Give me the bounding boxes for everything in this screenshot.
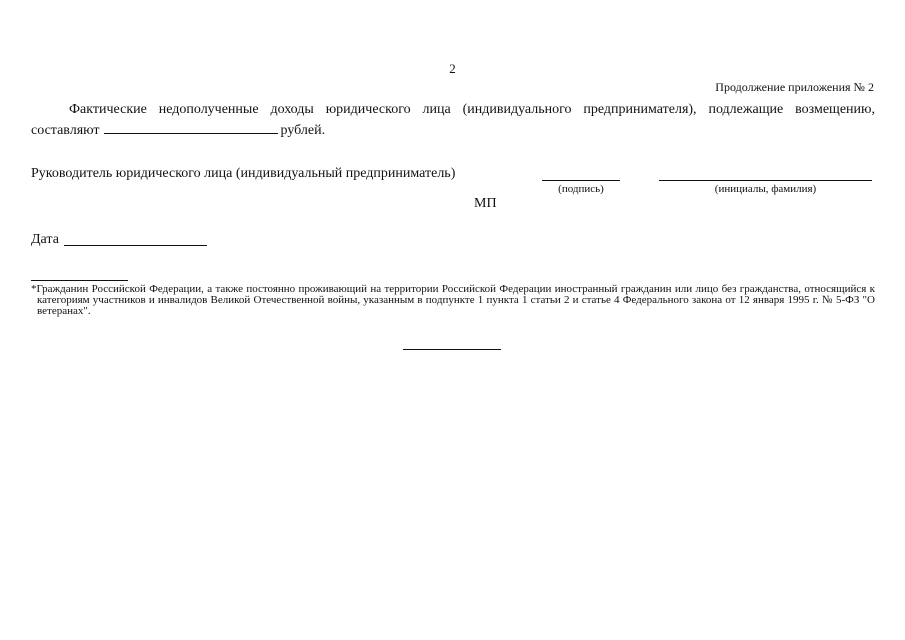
lost-income-paragraph [31, 100, 875, 141]
page-number: 2 [449, 61, 456, 76]
currency-text: рублей. [280, 123, 326, 138]
footnote-separator [31, 280, 128, 281]
initials-surname-caption: (инициалы, фамилия) [714, 183, 817, 195]
amount-blank-field[interactable] [104, 120, 278, 134]
signature-blank-field[interactable] [542, 180, 620, 181]
date-label: Дата [31, 232, 59, 247]
lost-income-text: Фактические недополученные доходы юридического лица (индивидуального предпринимателя), подлежащие возмещению, составляют [31, 102, 875, 138]
footnote-text: *Гражданин Российской Федерации, а также постоянно проживающий на территории Российской Федерации иностранный гражданин или лицо без гражданства, относящийся к категориям участников и инвалидов Великой Отечественной войны, указанным в подпункте 1 пункта 1 статьи 2 и статье 4 Федерального закона от 12 января 1995 г. № 5-ФЗ "О ветеранах". [31, 283, 875, 317]
date-blank-field[interactable] [64, 245, 207, 246]
stamp-place-label: МП [474, 196, 497, 211]
initials-surname-blank-field[interactable] [659, 180, 872, 181]
head-of-entity-label: Руководитель юридического лица (индивидуальный предприниматель) [31, 166, 456, 181]
document-end-rule [403, 349, 501, 350]
signature-caption: (подпись) [558, 183, 604, 195]
appendix-continuation-label: Продолжение приложения № 2 [715, 80, 874, 94]
